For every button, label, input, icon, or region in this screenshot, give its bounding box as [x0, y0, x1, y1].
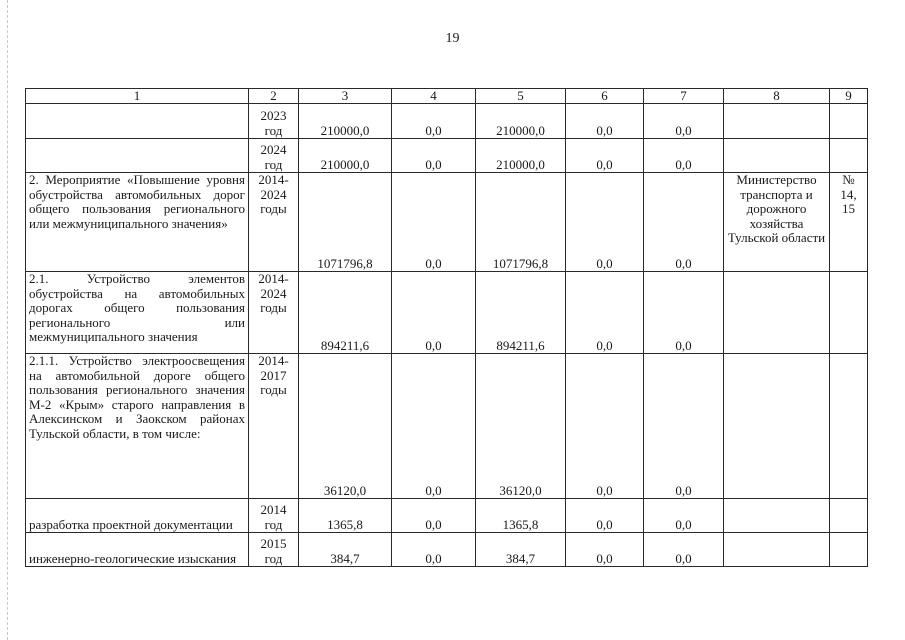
other-cell: 0,0	[644, 104, 724, 139]
federal-cell: 0,0	[392, 533, 476, 567]
description-cell	[26, 139, 249, 173]
total-cell: 384,7	[299, 533, 392, 567]
federal-cell: 0,0	[392, 499, 476, 533]
regional-cell: 384,7	[476, 533, 566, 567]
period-cell: 2014-2024 годы	[249, 173, 299, 272]
table-row	[26, 104, 868, 139]
header-cell: 2	[249, 89, 299, 104]
margin-rule	[7, 0, 8, 640]
local-cell: 0,0	[566, 533, 644, 567]
federal-cell: 0,0	[392, 104, 476, 139]
header-cell: 6	[566, 89, 644, 104]
period-cell: 2014-2024 годы	[249, 272, 299, 354]
executor-cell	[724, 499, 830, 533]
total-cell: 894211,6	[299, 272, 392, 354]
header-row	[26, 89, 868, 104]
total-cell: 36120,0	[299, 354, 392, 499]
header-cell: 8	[724, 89, 830, 104]
regional-cell: 894211,6	[476, 272, 566, 354]
local-cell: 0,0	[566, 104, 644, 139]
header-cell: 3	[299, 89, 392, 104]
other-cell: 0,0	[644, 272, 724, 354]
total-cell: 1365,8	[299, 499, 392, 533]
indicator-cell	[830, 139, 868, 173]
period-cell: 2024 год	[249, 139, 299, 173]
executor-cell	[724, 139, 830, 173]
total-cell: 210000,0	[299, 104, 392, 139]
budget-table	[25, 88, 868, 567]
description-cell: 2. Мероприятие «Повышение уровня обустройства автомобильных дорог общего пользования регионального или межмуниципального значения»	[26, 173, 249, 272]
period-cell: 2014 год	[249, 499, 299, 533]
table-row	[26, 139, 868, 173]
federal-cell: 0,0	[392, 354, 476, 499]
header-cell: 1	[26, 89, 249, 104]
indicator-cell: № 14, 15	[830, 173, 868, 272]
other-cell: 0,0	[644, 499, 724, 533]
local-cell: 0,0	[566, 139, 644, 173]
period-cell: 2014-2017 годы	[249, 354, 299, 499]
regional-cell: 210000,0	[476, 104, 566, 139]
indicator-cell	[830, 354, 868, 499]
local-cell: 0,0	[566, 173, 644, 272]
other-cell: 0,0	[644, 139, 724, 173]
local-cell: 0,0	[566, 499, 644, 533]
federal-cell: 0,0	[392, 272, 476, 354]
regional-cell: 36120,0	[476, 354, 566, 499]
table-row	[26, 533, 868, 567]
executor-cell	[724, 104, 830, 139]
table-row	[26, 499, 868, 533]
regional-cell: 1071796,8	[476, 173, 566, 272]
total-cell: 210000,0	[299, 139, 392, 173]
regional-cell: 1365,8	[476, 499, 566, 533]
other-cell: 0,0	[644, 354, 724, 499]
total-cell: 1071796,8	[299, 173, 392, 272]
indicator-cell	[830, 272, 868, 354]
other-cell: 0,0	[644, 533, 724, 567]
header-cell: 5	[476, 89, 566, 104]
regional-cell: 210000,0	[476, 139, 566, 173]
executor-cell	[724, 354, 830, 499]
header-cell: 4	[392, 89, 476, 104]
local-cell: 0,0	[566, 354, 644, 499]
indicator-cell	[830, 104, 868, 139]
description-cell: инженерно-геологические изыскания	[26, 533, 249, 567]
description-cell	[26, 104, 249, 139]
period-cell: 2015 год	[249, 533, 299, 567]
header-cell: 7	[644, 89, 724, 104]
table-row	[26, 272, 868, 354]
page-number: 19	[445, 31, 460, 46]
local-cell: 0,0	[566, 272, 644, 354]
federal-cell: 0,0	[392, 173, 476, 272]
description-cell: 2.1.1. Устройство электроосвещения на автомобильной дороге общего пользования регионального значения М-2 «Крым» старого направления в Алексинском и Заокском районах Тульской области, в том числе:	[26, 354, 249, 499]
description-cell: разработка проектной документации	[26, 499, 249, 533]
executor-cell	[724, 272, 830, 354]
indicator-cell	[830, 499, 868, 533]
other-cell: 0,0	[644, 173, 724, 272]
table-row	[26, 354, 868, 499]
header-cell: 9	[830, 89, 868, 104]
executor-cell	[724, 533, 830, 567]
federal-cell: 0,0	[392, 139, 476, 173]
period-cell: 2023 год	[249, 104, 299, 139]
table-row	[26, 173, 868, 272]
indicator-cell	[830, 533, 868, 567]
description-cell: 2.1. Устройство элементов обустройства на автомобильных дорогах общего пользования регионального или межмуниципального значения	[26, 272, 249, 354]
executor-cell: Министерство транспорта и дорожного хозяйства Тульской области	[724, 173, 830, 272]
